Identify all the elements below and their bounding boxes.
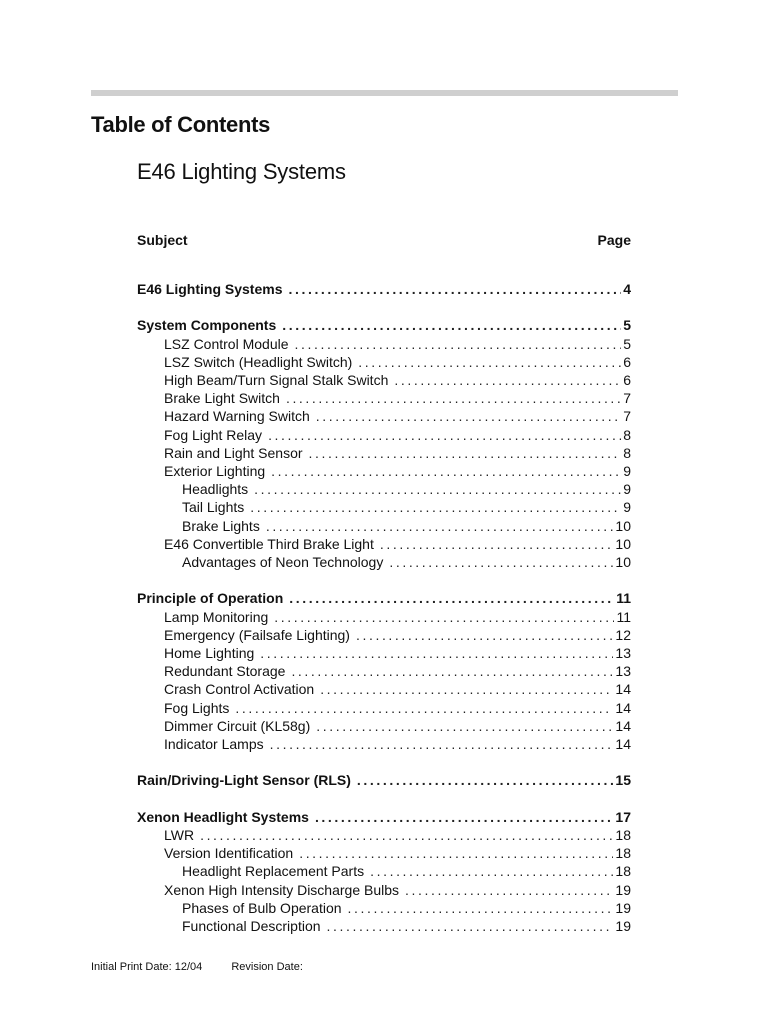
dot-leader xyxy=(348,899,614,917)
toc-entry[interactable] xyxy=(182,899,631,917)
toc-entry[interactable] xyxy=(164,608,631,626)
toc-entry-label: Tail Lights xyxy=(182,499,245,516)
toc-entry-page-number: 18 xyxy=(615,863,631,880)
toc-section-entry[interactable] xyxy=(137,316,631,334)
dot-leader xyxy=(356,626,613,644)
toc-entry-label: LSZ Control Module xyxy=(164,335,289,352)
toc-entry[interactable] xyxy=(164,717,631,735)
toc-entry[interactable] xyxy=(164,680,631,698)
toc-entry-page-number: 14 xyxy=(615,699,631,716)
toc-entry[interactable] xyxy=(164,444,631,462)
toc-entry-page-number: 11 xyxy=(616,590,631,607)
toc-entry[interactable] xyxy=(164,462,631,480)
toc-heading: Table of Contents xyxy=(91,112,271,137)
dot-leader xyxy=(260,644,613,662)
toc-entry-label: Xenon High Intensity Discharge Bulbs xyxy=(164,881,400,898)
dot-leader xyxy=(370,862,613,880)
toc-entry[interactable] xyxy=(164,353,631,371)
toc-entry-page-number: 14 xyxy=(615,681,631,698)
dot-leader xyxy=(394,371,621,389)
toc-entry-page-number: 12 xyxy=(615,626,631,643)
toc-entry-label: Crash Control Activation xyxy=(164,681,315,698)
toc-entry-label: Brake Light Switch xyxy=(164,390,280,407)
toc-entry-page-number: 13 xyxy=(615,645,631,661)
dot-leader xyxy=(289,589,614,607)
dot-leader xyxy=(358,353,621,371)
toc-entry[interactable] xyxy=(182,517,631,535)
toc-entry-page-number: 19 xyxy=(615,881,631,898)
toc-entry-page-number: 5 xyxy=(623,335,631,352)
dot-leader xyxy=(380,535,614,553)
dot-leader xyxy=(316,407,621,425)
toc-entry[interactable] xyxy=(164,735,631,753)
dot-leader xyxy=(316,717,613,735)
toc-entry-page-number: 9 xyxy=(623,481,631,498)
toc-entry-page-number: 11 xyxy=(616,608,631,625)
toc-entry[interactable] xyxy=(182,498,631,516)
toc-entry-page-number: 4 xyxy=(623,281,631,297)
dot-leader xyxy=(291,662,613,680)
toc-entry-page-number: 5 xyxy=(623,317,631,334)
toc-entry-label: Redundant Storage xyxy=(164,663,286,680)
toc-entry-label: Fog Light Relay xyxy=(164,426,263,443)
toc-section-entry[interactable] xyxy=(137,280,631,298)
toc-entry[interactable] xyxy=(164,826,631,844)
toc-entry-label: Lamp Monitoring xyxy=(164,608,269,625)
dot-leader xyxy=(327,917,614,935)
toc-entry-page-number: 19 xyxy=(615,918,631,934)
toc-entry[interactable] xyxy=(182,480,631,498)
toc-entry-label: Phases of Bulb Operation xyxy=(182,899,342,916)
dot-leader xyxy=(271,462,621,480)
toc-entry-label: E46 Lighting Systems xyxy=(137,281,283,297)
toc-entry[interactable] xyxy=(164,662,631,680)
toc-entry-page-number: 6 xyxy=(623,353,631,370)
toc-entry-label: Exterior Lighting xyxy=(164,463,266,479)
toc-entry[interactable] xyxy=(164,626,631,644)
dot-leader xyxy=(235,699,613,717)
dot-leader xyxy=(309,444,622,462)
toc-entry-label: Fog Lights xyxy=(164,699,230,716)
toc-entry[interactable] xyxy=(164,335,631,353)
toc-entry-page-number: 8 xyxy=(623,444,631,461)
toc-entry-page-number: 14 xyxy=(615,736,631,752)
toc-section-entry[interactable] xyxy=(137,808,631,826)
dot-leader xyxy=(250,498,621,516)
page-column-header: Page xyxy=(597,232,631,248)
toc-entry[interactable] xyxy=(164,699,631,717)
toc-entry-label: E46 Convertible Third Brake Light xyxy=(164,535,374,552)
toc-entry[interactable] xyxy=(182,917,631,935)
column-headers xyxy=(137,232,631,248)
toc-entry-label: Headlights xyxy=(182,481,249,498)
toc-entry[interactable] xyxy=(164,426,631,444)
toc-entry-label: Xenon Headlight Systems xyxy=(137,808,309,825)
subject-column-header: Subject xyxy=(137,232,188,248)
dot-leader xyxy=(282,316,621,334)
dot-leader xyxy=(315,808,613,826)
toc-entry[interactable] xyxy=(164,644,631,662)
toc-entry-page-number: 9 xyxy=(623,499,631,516)
toc-entry-page-number: 7 xyxy=(623,390,631,407)
toc-section-entry[interactable] xyxy=(137,589,631,607)
dot-leader xyxy=(268,426,621,444)
dot-leader xyxy=(266,517,614,535)
toc-entry-page-number: 15 xyxy=(615,772,631,789)
toc-entry-label: Rain and Light Sensor xyxy=(164,444,303,461)
toc-entry[interactable] xyxy=(164,371,631,389)
toc-entry-label: Headlight Replacement Parts xyxy=(182,863,365,880)
dot-leader xyxy=(357,771,614,789)
toc-entry-page-number: 9 xyxy=(623,463,631,479)
dot-leader xyxy=(389,553,613,571)
toc-entry-label: Emergency (Failsafe Lighting) xyxy=(164,626,350,643)
toc-entry[interactable] xyxy=(164,844,631,862)
toc-entry-page-number: 17 xyxy=(615,808,631,825)
toc-entry-label: Dimmer Circuit (KL58g) xyxy=(164,717,311,734)
dot-leader xyxy=(286,389,621,407)
dot-leader xyxy=(270,735,614,753)
toc-entry-page-number: 14 xyxy=(615,717,631,734)
toc-entry-label: Principle of Operation xyxy=(137,590,284,607)
dot-leader xyxy=(320,680,613,698)
dot-leader xyxy=(200,826,613,844)
toc-entry-label: Rain/Driving-Light Sensor (RLS) xyxy=(137,772,351,789)
toc-entry-page-number: 18 xyxy=(615,827,631,843)
toc-entry-label: Brake Lights xyxy=(182,517,260,534)
toc-entry[interactable] xyxy=(182,553,631,571)
toc-entry[interactable] xyxy=(164,407,631,425)
toc-entry-page-number: 10 xyxy=(615,535,631,552)
dot-leader xyxy=(295,335,622,353)
toc-entry-label: Version Identification xyxy=(164,845,294,862)
dot-leader xyxy=(274,608,614,626)
dot-leader xyxy=(405,881,613,899)
toc-entry[interactable] xyxy=(164,881,631,899)
dot-leader xyxy=(288,280,621,298)
toc-entry-page-number: 7 xyxy=(623,408,631,425)
dot-leader xyxy=(299,844,613,862)
toc-entry-label: Functional Description xyxy=(182,918,321,934)
toc-entry-page-number: 10 xyxy=(615,517,631,534)
toc-entry-label: LWR xyxy=(164,827,195,843)
toc-entry[interactable] xyxy=(164,535,631,553)
page-footer xyxy=(91,961,303,973)
toc-entry[interactable] xyxy=(164,389,631,407)
toc-entry-label: Indicator Lamps xyxy=(164,736,264,752)
document-title: E46 Lighting Systems xyxy=(137,159,346,184)
toc-entry-page-number: 10 xyxy=(615,554,631,570)
dot-leader xyxy=(254,480,621,498)
print-date: Initial Print Date: 12/04 xyxy=(91,961,203,973)
toc-entry-label: Hazard Warning Switch xyxy=(164,408,310,425)
toc-entry-page-number: 8 xyxy=(623,426,631,443)
revision-date: Revision Date: xyxy=(231,961,303,973)
toc-entry-label: High Beam/Turn Signal Stalk Switch xyxy=(164,372,389,388)
toc-entry-label: Advantages of Neon Technology xyxy=(182,554,384,570)
toc-entry-page-number: 13 xyxy=(615,663,631,680)
toc-entry-page-number: 19 xyxy=(615,899,631,916)
toc-entry-page-number: 6 xyxy=(623,372,631,388)
toc-entry-label: Home Lighting xyxy=(164,645,255,661)
toc-entry-label: LSZ Switch (Headlight Switch) xyxy=(164,353,353,370)
toc-entry[interactable] xyxy=(182,862,631,880)
top-divider xyxy=(91,90,678,96)
toc-entry-page-number: 18 xyxy=(615,845,631,862)
toc-entry-label: System Components xyxy=(137,317,277,334)
toc-section-entry[interactable] xyxy=(137,771,631,789)
